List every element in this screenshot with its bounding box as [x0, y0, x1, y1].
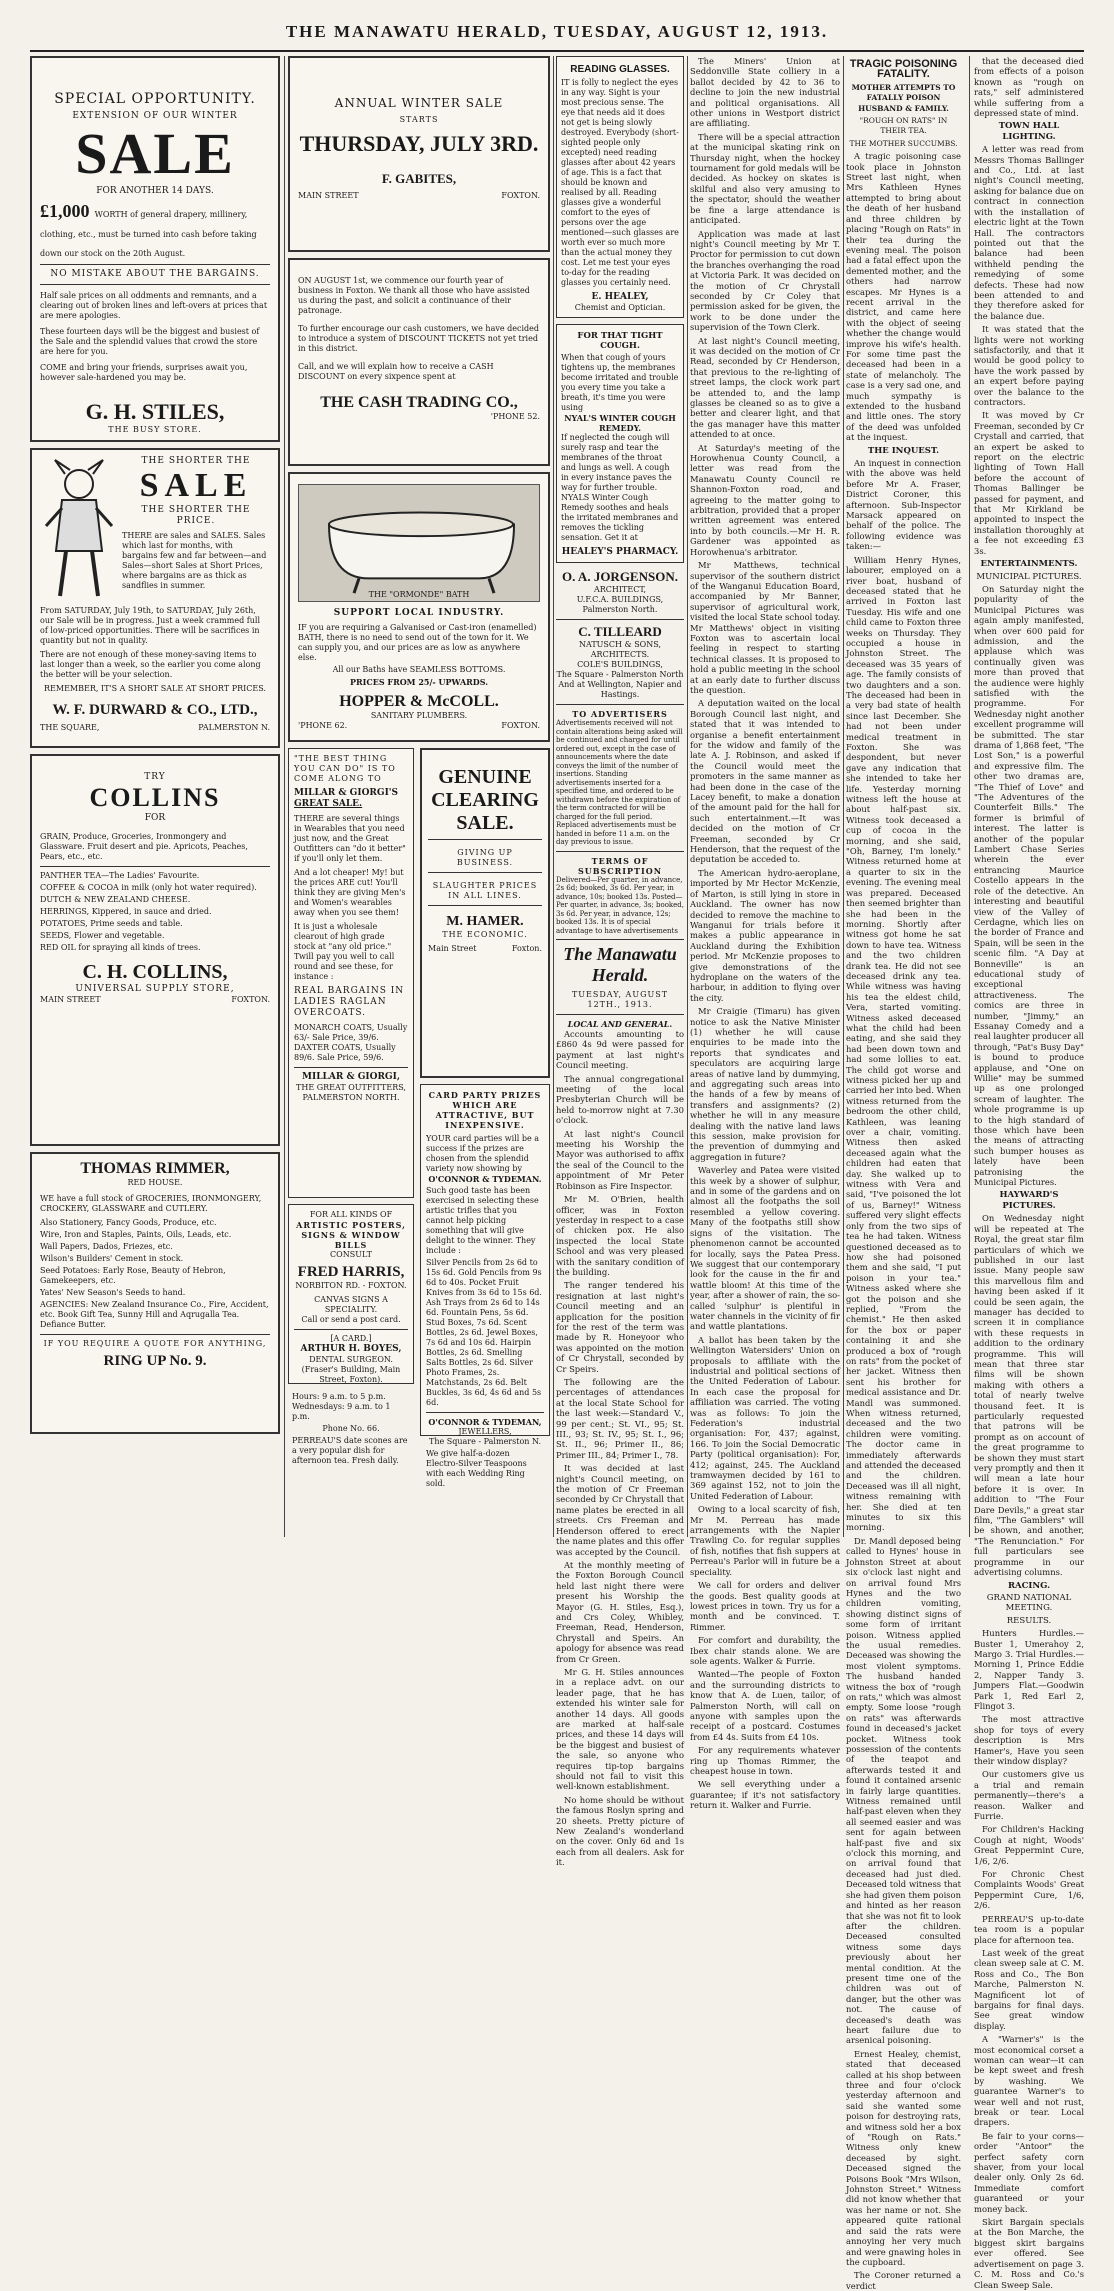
healey-ad: [556, 56, 684, 318]
cardparty-footer3: The Square - Palmerston N.: [429, 1437, 541, 1446]
news-para: The Miners' Union at Seddonville State colliery in a ballot decided by 42 to 36 to decline to join the new industrial and political organisations. All other unions in Westport district are affiliating.: [690, 56, 840, 129]
column-4: [690, 56, 840, 1811]
jorgenson-town: Palmerston North.: [582, 605, 658, 614]
inquest-para: Dr. Mandl deposed being called to Hynes' house in Johnston Street at about six o'clock last night and on arrival found Mrs Hynes and the two children vomiting, showing distinct signs of some form of irritant poison. Witness applied the usual remedies. Deceased was showing the most violent symptoms. The husband handed witness the box of "rough on rats," which was almost empty. Some loose "rough on rats" was afterwards found in deceased's jacket pocket. Witness took possession of the contents of the teapot and afterwards tested it and found it contained arsenic in fairly large quantities. Witness remained until half-past eleven when they all seemed easier and was sent for again between half-past five and six o'clock this morning, and on arrival found that deceased had just died. Deceased told witness that she had given them poison and hinted as her reason that she was not fit to look after the children. Deceased consulted witness some days previously about her mental condition. At the present time one of the children was out of danger, but the other was not. The cause of deceased's death was heart failure due to arsenical poisoning.: [846, 1535, 961, 2046]
inquest-para: An inquest in connection with the above was held before Mr A. Fraser, District Coroner, this afternoon. Sub-Inspector Marsack appeared on behalf of the police. The following evidence was taken:—: [846, 458, 961, 552]
stiles-subtitle: EXTENSION OF OUR WINTER: [72, 111, 238, 121]
harris-t1: FOR ALL KINDS OF: [309, 1210, 393, 1219]
entertainments-head: ENTERTAINMENTS.: [980, 559, 1078, 570]
nyal-ad: [556, 324, 684, 563]
durward-name: W. F. DURWARD & CO., LTD.,: [52, 702, 258, 718]
short-ad: Our customers give us a trial and remain permanently—there's a reason. Walker and Furrie.: [974, 1769, 1084, 1822]
durward-t2: THE SHORTER THE PRICE.: [141, 505, 251, 526]
gabites-ad: [288, 56, 550, 252]
millar-monarch: MONARCH COATS, Usually 63/- Sale Price, 39/6.: [294, 1023, 408, 1042]
durward-remember: REMEMBER, IT'S A SHORT SALE AT SHORT PRICES.: [44, 684, 266, 693]
stiles-sale-heading: SALE: [75, 121, 235, 186]
hopper-phone: 'PHONE 62.: [298, 721, 348, 730]
durward-ad: [30, 448, 280, 748]
harris-ad: [288, 1204, 414, 1384]
cardparty-ad: [420, 1084, 550, 1488]
perreau-note: PERREAU'S date scones are a very popular dish for afternoon tea. Fresh daily.: [292, 1436, 408, 1465]
gabites-t2: STARTS: [399, 115, 439, 124]
short-ad: For Chronic Chest Complaints Woods' Great Peppermint Cure, 1/6, 2/6.: [974, 1869, 1084, 1911]
gabites-street: MAIN STREET: [298, 191, 359, 200]
local-para: Mr G. H. Stiles announces in a replace advt. on our leader page, that he has extended his winter sale for another 14 days. All goods are marked at half-sale prices, and these 14 days will be the biggest and busiest of the sale, so anyone who requires tip-top bargains should not fail to visit this well-known establishment.: [556, 1666, 684, 1792]
rimmer-item: Wall Papers, Dados, Friezes, etc.: [40, 1242, 173, 1251]
short-ad: Be fair to your corns—order "Antoor" the perfect safety corn shaver, from your local dealer only. Only 2s 6d. Immediate comfort guaranteed or your money back.: [974, 2130, 1084, 2214]
cash-para: To further encourage our cash customers, we have decided to introduce a system of DISCOUNT TICKETS not yet tried in this district.: [298, 324, 540, 353]
column-rule: [284, 56, 285, 1537]
rimmer-intro: WE have a full stock of GROCERIES, IRONMONGERY, CROCKERY, GLASSWARE and CUTLERY.: [40, 1194, 262, 1213]
news-para: Owing to a local scarcity of fish, Mr M. Perreau has made arrangements with the Napier Trawling Co. for regular supplies of fish, notifies that fish suppers at Perreau's Parlor will in future be a speciality.: [690, 1504, 840, 1577]
durward-addr: THE SQUARE,: [40, 723, 100, 732]
short-ad: A "Warner's" is the most economical corset a woman can wear—it can be kept sweet and fresh by washing. We guarantee Warner's to wear well and not rust, break or tear. Local drapers.: [974, 2034, 1084, 2128]
collins-street: MAIN STREET: [40, 995, 101, 1004]
townhall-head: TOWN HALL LIGHTING.: [998, 121, 1060, 142]
news-para: Application was made at last night's Council meeting by Mr T. Proctor for permission to cut down the branches overhanging the road at Victoria Park. It was decided on the motion of Cr Chrystall seconded by Cr Coley that permission asked for be given, the work to be done under the supervision of the Town Clerk.: [690, 228, 840, 333]
cardparty-para: Silver Pencils from 2s 6d to 15s 6d. Gold Pencils from 9s 6d to 40s. Pocket Fruit Knives from 3s 6d to 15s 6d. Ash Trays from 2s 6d to 14s 6d. Fountain Pens, 5s 6d. Stud Boxes, 7s 6d. Scent Bottles, 2s 6d. Jewel Boxes, 7s 6d and 10s 6d. Hairpin Bottles, 2s 6d. Smelling Salts Bottles, 2s 6d. Silver Photo Frames, 2s. Matchstands, 2s 6d. Belt Buckles, 3s 6d, 4s 6d and 5s 6d.: [426, 1258, 542, 1407]
inquest-para: Ernest Healey, chemist, stated that deceased called at his shop between three and four o'clock yesterday afternoon and said she wanted some poison for destroying rats, and witness sold her a box of "Rough on Rats." Witness only knew deceased by sight. Deceased signed the Poisons Book "Mrs Wilson, Johnston Street." Witness did not know whether that was her name or not. She appeared quite rational and said the rats were annoying her very much and were gnawing holes in the cupboard.: [846, 2048, 961, 2267]
boyes-hours: Hours: 9 a.m. to 5 p.m. Wednesdays: 9 a.m. to 1 p.m.: [292, 1392, 391, 1421]
hopper-name: HOPPER & McCOLL.: [339, 693, 499, 710]
collins-store: C. H. COLLINS,: [82, 961, 228, 983]
cardparty-para: We give half-a-dozen Electro-Silver Teaspoons with each Wedding Ring sold.: [426, 1449, 527, 1488]
local-para: The annual congregational meeting of the local Presbyterian Church will be held to-morrow night at 7.30 o'clock.: [556, 1073, 684, 1126]
gabites-name: F. GABITES,: [381, 171, 457, 186]
stiles-tag: THE BUSY STORE.: [108, 425, 202, 434]
collins-try: TRY: [144, 772, 166, 782]
nyal-para: When that cough of yours tightens up, the membranes become irritated and trouble you every time you take a breath, it's time you were using: [561, 353, 679, 412]
news-para: A deputation waited on the local Borough Council last night, and stated that it was intended to organise a benefit entertainment for the widow and family of the late A. J. Robinson, and asked if the Council would meet the promoters in the same manner as had been done in the case of the Lacey benefit, to make a donation of the amount paid for the hall for such entertainment.—It was decided on the motion of Cr Freeman, seconded by Cr Henderson, that the request of the deputation be acceded to.: [690, 698, 840, 865]
durward-sale-heading: SALE: [139, 467, 253, 504]
millar-para: And a lot cheaper! My! but the prices ARE cut! You'll think they are giving Men's and Women's wearables away when you see them!: [294, 868, 406, 917]
millar-footer3: PALMERSTON NORTH.: [302, 1093, 400, 1102]
millar-name: MILLAR & GIORGI'S: [294, 788, 399, 798]
hayward-head: HAYWARD'S PICTURES.: [999, 1190, 1059, 1211]
racing-results: RESULTS.: [1006, 1615, 1052, 1626]
rimmer-item: AGENCIES: New Zealand Insurance Co., Fire, Accident, etc. Book Gift Tea, Sunny Hill and Aqrugalla Tea. Defiance Butter.: [40, 1300, 269, 1329]
healey-head: READING GLASSES.: [570, 64, 670, 75]
gabites-t1: ANNUAL WINTER SALE: [334, 96, 504, 110]
short-ad: Skirt Bargain specials at the Bon Marche, the biggest skirt bargains ever offered. See advertisement on page 3. C. M. Ross and Co.'s Clean Sweep Sale.: [974, 2217, 1084, 2290]
bath-caption: THE "ORMONDE" BATH: [368, 590, 470, 599]
boyes-phone: Phone No. 66.: [322, 1424, 380, 1433]
stiles-amount-text: WORTH of general drapery, millinery, clothing, etc., must be turned into cash before taking down our stock on the 20th August.: [40, 210, 257, 258]
townhall-para: It was moved by Cr Freeman, seconded by Cr Crystall and carried, that an expert be asked to report on the electric lighting of Town Hall before the account of Thomas Ballinger be passed for payment, and that Mr Kirkland be appointed to inspect the installation thoroughly at a fee not exceeding £3 3s.: [974, 410, 1084, 556]
news-para: For any requirements whatever ring up Thomas Rimmer, the cheapest house in town.: [690, 1745, 840, 1776]
rimmer-item: Also Stationery, Fancy Goods, Produce, etc.: [40, 1218, 217, 1227]
millar-sale: GREAT SALE.: [294, 799, 363, 809]
townhall-para: It was stated that the lights were not working satisfactorily, and that it would be good policy to have the work passed by an expert before paying over the balance to the contractors.: [974, 324, 1084, 407]
subscription-head: TERMS OF SUBSCRIPTION: [577, 855, 663, 876]
news-para: Mr Craigie (Timaru) has given notice to ask the Native Minister (1) whether he will cause enquiries to be made into the reports that syndicates and speculators are acquiring large areas of native land by dummying, and aggregating such areas into the hands of a few by means of transfers and assignments? (2) whether he will in any measure dealing with the native land laws this session, make provision for the prevention of dummying and aggregation in future?: [690, 1006, 840, 1162]
collins-item: SEEDS, Flower and vegetable.: [40, 931, 165, 940]
local-para: No home should be without the famous Roslyn spring and 20 sheets. Pretty picture of New Zealand's wonderland on the cover. Only 6d and 1s each from all dealers. Ask for it.: [556, 1794, 684, 1868]
hamer-slaughter: SLAUGHTER PRICES IN ALL LINES.: [432, 881, 538, 900]
news-para: We sell everything under a guarantee; if it's not satisfactory return it. Walker and Furrie.: [690, 1779, 840, 1811]
stiles-ad: [30, 56, 280, 442]
local-para: At the monthly meeting of the Foxton Borough Council held last night there were present his Worship the Mayor (G. H. Stiles, Esq.), and Crs Coley, Whibley, Freeman, Read, Henderson, Chrystall and Speirs. An apology for absence was read from Cr Green.: [556, 1559, 684, 1664]
tilleard-addr: The Square - Palmerston North: [556, 670, 684, 679]
poison-sub3: THE MOTHER SUCCUMBS.: [849, 138, 958, 148]
column-rule: [553, 56, 554, 1537]
tilleard-sub: NATUSCH & SONS,: [579, 640, 661, 649]
hamer-t1: GENUINE: [438, 766, 532, 788]
nyal-name: NYAL'S WINTER COUGH REMEDY.: [564, 413, 676, 433]
poison-sub2: "ROUGH ON RATS" IN THEIR TEA.: [859, 116, 948, 136]
cardparty-para: YOUR card parties will be a success if the prizes are chosen from the splendid variety now showing by: [426, 1134, 539, 1173]
nyal-para: If neglected the cough will surely rasp and tear the membranes of the throat and lungs as well. A cough in every instance paves the way for further trouble. NYALS Winter Cough Remedy soothes and heals the irritated membranes and removes the tickling sensation. Get it at: [561, 433, 679, 542]
cash-trading-ad: [288, 258, 550, 466]
local-head: LOCAL AND GENERAL.: [567, 1019, 673, 1029]
hopper-ad: [288, 472, 550, 742]
stiles-amount: £1,000: [40, 201, 90, 221]
collins-ad: [30, 754, 280, 1146]
collins-item: POTATOES, Prime seeds and table.: [40, 919, 183, 928]
cash-para: ON AUGUST 1st, we commence our fourth year of business in Foxton. We thank all those who have assisted us during the past, and solicit a continuance of their patronage.: [298, 276, 530, 315]
harris-t2: ARTISTIC POSTERS, SIGNS & WINDOW BILLS: [296, 1220, 406, 1250]
collins-item: DUTCH & NEW ZEALAND CHEESE.: [40, 895, 191, 904]
millar-footer: MILLAR & GIORGI,: [302, 1072, 400, 1082]
column-5: [846, 56, 1084, 2291]
cardparty-footer2: JEWELLERS,: [458, 1427, 512, 1436]
column-rule: [843, 56, 844, 1537]
collins-intro: GRAIN, Produce, Groceries, Ironmongery and Glassware. Fruit desert and pie. Apricots, Peaches, Pears, etc., etc.: [40, 832, 248, 861]
collins-town: FOXTON.: [231, 995, 270, 1004]
healey-sub: Chemist and Optician.: [574, 303, 666, 312]
boyes-title: DENTAL SURGEON.: [309, 1355, 393, 1364]
column-3: [556, 56, 685, 1868]
boyes-card: [A CARD.]: [330, 1334, 372, 1343]
collins-for: FOR: [144, 813, 166, 823]
durward-para: THERE are sales and SALES. Sales which last for months, with bargains few and far between—and Sales—short Sales at Short Prices, where bargains are as thick as sandflies in summer.: [122, 531, 267, 590]
inquest-para: William Henry Hynes, labourer, employed on a river boat, husband of deceased stated that he arrived in Foxton last Tuesday. His wife and one child came to Foxton three weeks on Thursday. They occupied a house in Johnston Street. The deceased was 35 years of age. The family consists of two daughters and a son. The deceased had been in a very bad state of health since last December. She had not been under medical treatment in Foxton. She was despondent, but never gave any indication that she intended to take her life. Yesterday morning witness left the house at about half-past six. Witness took deceased a cup of cocoa in the morning, and she said, "Oh, Barney, I'm lonely." Witness returned home at a quarter to six in the evening. The evening meal was prepared. Deceased then seemed brighter than she had been in the morning. Shortly after witness got home he sat down to have tea. Witness and the two children drank tea. He did not see deceased drink any tea. While witness was having his tea the eldest child, Vera, started vomiting. Witness asked deceased what the child had been eating, and she said they had been down town and had some lollies to eat. The child got worse and witness picked her up and carried her into bed. When witness returned from the bedroom the other child, Kathleen, was leaning over a chair, vomiting. Witness then asked deceased again what the children had eaten that day. She walked up to witness with Vera and said, "I've poisoned the lot of us, Barney!" Witness suffered very slight effects only from the two sips of tea he had taken. Witness questioned deceased as to how she had poisoned them and she said, "I put poison in your tea." Witness asked where she got the poison and she replied, "From the chemist." He then asked for the box or paper containing it and she produced a box of "rough on rats" from the pocket of her jacket. Witness then sent his brother for medical assistance and Dr. Mandl was summoned. When witness returned, deceased and the two children were vomiting. The doctor came in immediately afterwards and attended the deceased and the children. Deceased was ill all night, witness remaining with her. She died at ten minutes to six this morning.: [846, 554, 961, 1533]
millar-footer2: THE GREAT OUTFITTERS,: [296, 1083, 406, 1092]
stiles-para: COME and bring your friends, surprises await you, however sale-hardened you may be.: [40, 363, 248, 382]
stiles-for: FOR ANOTHER 14 DAYS.: [96, 186, 214, 196]
masthead: THE MANAWATU HERALD, TUESDAY, AUGUST 12, 1913.: [285, 22, 829, 41]
collins-heading: COLLINS: [89, 783, 221, 812]
hopper-prices: PRICES FROM 25/- UPWARDS.: [349, 677, 489, 687]
harris-sign: CANVAS SIGNS A SPECIALITY.: [314, 1295, 388, 1314]
hamer-sub: THE ECONOMIC.: [442, 930, 528, 939]
rimmer-name: THOMAS RIMMER,: [80, 1160, 230, 1177]
municipal-para: On Saturday night the popularity of the Municipal Pictures was again amply manifested, when over 600 paid for admission, and the applause which was continually given was more than proved that the audience were highly satisfied with the programme. For Wednesday night another excellent programme will be submitted. The star drama of 1,868 feet, "The Lost Son," is a powerful and expressive film. The other two dramas are, "The Thief of Love" and "The Adventures of the Counterfeit Bills." The former is brimful of interest. The latter is another of the popular Lambert Chase Series wherein the ever entrancing Maurice Costello appears in the role of the detective. An interesting and beautiful view of the Valley of Cerdagne, which lies on the border of France and Spain, will be seen in the scenic film. "A Day at Bonneville" is an educational study of exceptional attractiveness. The comics are three in number, "Jimmy," an Essanay Comedy and a real laughter producer all through, "Pat's Busy Day" is bound to produce applause, and "One on Willie" may be summed up as one prolonged scream of laughter. The whole programme is up to the high standard of those which have been the means of attracting such bumper houses as lately have been patronising the Municipal Pictures.: [974, 583, 1084, 1188]
inquest-para: The Coroner returned a verdict: [846, 2270, 961, 2291]
short-ad: Last week of the great clean sweep sale at C. M. Ross and Co., The Bon Marche, Palmerston N. Magnificent lot of bargains for final days. See great window display.: [974, 1947, 1084, 2031]
rimmer-item: Wilson's Builders' Cement in stock.: [40, 1254, 184, 1263]
collins-item: PANTHER TEA—The Ladies' Favourite.: [40, 871, 200, 880]
racing-para: Hunters Hurdles.—Buster 1, Umerahoy 2, Margo 3. Trial Hurdles.—Morning 1, Prince Eddie 2, Napper Tandy 3. Jumpers Flat.—Goodwin Park 1, Red Earl 2, Flingot 3.: [974, 1628, 1084, 1711]
bath-illustration: [298, 484, 540, 602]
hamer-t2: CLEARING: [431, 789, 539, 811]
harris-call: Call or send a post card.: [301, 1315, 401, 1324]
short-ad: For Children's Hacking Cough at night, Woods' Great Peppermint Cure, 1/6, 2/6.: [974, 1824, 1084, 1866]
stiles-para: Half sale prices on all oddments and remnants, and a clearing out of broken lines and left-overs at prices that are mere apologies.: [40, 291, 268, 320]
poison-head: TRAGIC POISONING FATALITY.: [849, 58, 958, 81]
news-para: For comfort and durability, the Ibex chair stands alone. We are sole agents. Walker & Furrie.: [690, 1635, 840, 1666]
tilleard-title: ARCHITECTS.: [590, 650, 650, 659]
boyes-addr: (Fraser's Building, Main Street, Foxton).: [301, 1365, 401, 1384]
millar-bargains: REAL BARGAINS IN LADIES RAGLAN OVERCOATS.: [294, 986, 405, 1018]
collins-item: HERRINGS, Kippered, in sauce and dried.: [40, 907, 212, 916]
subscription-text: Delivered—Per quarter, in advance, 2s 6d; booked, 3s 6d. Per year, in advance, 10s; booked 13s. Posted—Per quarter, in advance, 3s; booked, 3s 6d. Per year, in advance, 12s; booked 13s. It is of special advantage to have advertisements: [556, 875, 685, 935]
cardparty-para: Such good taste has been exercised in selecting these artistic trifles that you cannot help picking something that will give delight to the winner. They include :: [426, 1186, 539, 1255]
news-para: Mr Matthews, technical supervisor of the southern district of the Wanganui Education Board, accompanied by Mr Banner, supervisor of agricultural work, visited the local State school today. Mr Matthews' object in visiting Foxton was to ascertain local feeling in respect to starting technical classes. It is proposed to hold a public meeting in the school at an early date to further discuss the question.: [690, 560, 840, 695]
cash-phone: 'PHONE 52.: [490, 412, 540, 421]
local-para: At last night's Council meeting his Worship the Mayor was authorised to affix the seal of the Council to the appointment of Mr Peter Robinson as Fire Inspector.: [556, 1128, 684, 1191]
rimmer-ring: RING UP No. 9.: [103, 1353, 207, 1369]
rimmer-item: Yates' New Season's Seeds to hand.: [40, 1288, 186, 1297]
stiles-mistake: NO MISTAKE ABOUT THE BARGAINS.: [50, 269, 260, 279]
jorgenson-title: ARCHITECT,: [593, 585, 647, 594]
news-para: Wanted—The people of Foxton and the surrounding districts to know that A. de Luen, tailor, of Palmerston North, will call on anyone with samples upon the receipt of a postcard. Costumes from £4 4s. Suits from £4 10s.: [690, 1669, 840, 1742]
collins-item: COFFEE & COCOA in milk (only hot water required).: [40, 883, 257, 892]
hamer-street: Main Street: [428, 944, 477, 953]
boyes-name: ARTHUR H. BOYES,: [300, 1344, 402, 1354]
rimmer-item: Wire, Iron and Staples, Paints, Oils, Leads, etc.: [40, 1230, 232, 1239]
hamer-t3: SALE.: [456, 812, 514, 834]
news-para: A ballot has been taken by the Wellington Watersiders' Union on proposals to affiliate with the industrial and political sections of the United Federation of Labour. In each case the proposal for affiliation was carried. The voting was as follows: To join the Federation's industrial organisation: For, 437; against, 166. To join the Social Democratic Party (political organisation): For, 412; against, 245. The Auckland tramwaymen decided by 161 to 369 against 152, not to join the United Federation of Labour.: [690, 1334, 840, 1501]
healey-name: E. HEALEY,: [591, 292, 649, 302]
paper-title: The Manawatu Herald.: [563, 944, 677, 985]
healey-para: IT is folly to neglect the eyes in any way. Sight is your most precious sense. The eye that needs aid it does not get is being slowly destroyed. Everybody (short-sighted people only excepted) need reading glasses after about 42 years of age. This is a fact that should be known and realised by all. Reading glasses give a wonderful comfort to the eyes of persons over the age mentioned—such glasses are worth ever so much more than the actual money they cost. Let me test your eyes to-day for the reading glasses you certainly need.: [561, 78, 679, 287]
harris-t3: CONSULT: [330, 1250, 372, 1259]
tilleard-also: And at Wellington, Napier and Hastings.: [558, 680, 682, 699]
harris-name: FRED HARRIS,: [297, 1264, 405, 1280]
stiles-name: G. H. STILES,: [85, 399, 225, 424]
durward-para: There are not enough of these money-saving items to last longer than a week, so the earlier you come along the better will be your selection.: [40, 650, 261, 679]
harris-addr: NORBITON RD. - FOXTON.: [295, 1281, 407, 1290]
advertisers-text: Advertisements received will not contain alterations being asked will be continued and charged for until ordered out, except in the case of announcements where the date conveys the limit of the number of insertions. Standing advertisements inserted for a specified time, and ordered to be withdrawn before the expiration of the term contracted for will be charged for the full period. Replaced advertisements must be handed in before 11 a.m. on the day previous to issue.: [556, 719, 683, 846]
rimmer-house: RED HOUSE.: [127, 1178, 183, 1187]
racing-head: RACING.: [1007, 1580, 1051, 1591]
news-para: At Saturday's meeting of the Horowhenua County Council, a letter was read from the Manawatu County Council re Shannon-Foxton road, and agreeing to the matter going to arbitration, provided that a proper written agreement was entered into by both councils.—Mr H. R. Gardener was appointed as Horowhenua's arbitrator.: [690, 442, 840, 557]
jester-illustration: [40, 456, 118, 606]
local-para: It was decided at last night's Council meeting, on the motion of Cr Freeman seconded by Cr Chrystall that name plates be erected in all streets. Crs Freeman and Henderson offered to erect the name plates and this offer was accepted by the Council.: [556, 1463, 684, 1557]
healey-pharmacy: HEALEY'S PHARMACY.: [561, 547, 679, 557]
racing-meeting: GRAND NATIONAL MEETING.: [986, 1592, 1072, 1614]
news-para: Waverley and Patea were visited this week by a shower of sulphur, and in some of the gardens and on almost all the footpaths the soil resembled a yellow covering. Many of the footpaths still show signs of the visitation. The phenomenon cannot be accounted for locally, says the Patea Press. We suggest that our contemporary look for the cause in the fir and wattle bloom! At this time of the year, after a shower of rain, the so-called 'sulphur' is plentiful in water channels in the vicinity of fir and wattle plantations.: [690, 1165, 840, 1332]
cash-name: THE CASH TRADING CO.,: [320, 394, 518, 411]
hamer-giving: GIVING UP BUSINESS.: [456, 848, 514, 867]
masthead-rule: [30, 50, 1084, 52]
news-para: At last night's Council meeting, it was decided on the motion of Cr Read, seconded by Cr Henderson, that previous to the re-lighting of street lamps, the clock work part be attended to, and the lamp glasses be cleaned so as to give a better and clearer light, and that the gas manager have this matter attended to at once.: [690, 335, 840, 440]
durward-t1: THE SHORTER THE: [141, 456, 251, 466]
millar-q: "THE BEST THING YOU CAN DO" IS TO COME ALONG TO: [294, 754, 396, 783]
durward-town: PALMERSTON N.: [198, 723, 270, 732]
jorgenson-sub: U.F.C.A. BUILDINGS,: [576, 595, 664, 604]
millar-para: THERE are several things in Wearables that you need just now, and the Great Outfitters can "do it better" if you'll only let them.: [294, 814, 406, 863]
news-para: There will be a special attraction at the municipal skating rink on Thursday night, when the hockey tournament for gold medals will be decided. As hockey on skates is skilful and also very amusing to the spectator, should the weather be fine a large attendance is anticipated.: [690, 131, 840, 226]
hopper-t1: SUPPORT LOCAL INDUSTRY.: [333, 608, 505, 618]
column-rule: [687, 56, 688, 1537]
poison-sub1: MOTHER ATTEMPTS TO FATALLY POISON HUSBAND & FAMILY.: [851, 82, 956, 113]
local-news: [556, 1029, 684, 1868]
durward-para: From SATURDAY, July 19th, to SATURDAY, July 26th, our Sale will be in progress. Just a week crammed full of low-priced opportunities. There will be sacrifices in quantity but not in quality.: [40, 606, 260, 645]
cardparty-name: O'CONNOR & TYDEMAN.: [428, 1174, 542, 1184]
news-para: The American hydro-aeroplane, imported by Mr Hector McKenzie, of Marton, is still lying in store in Auckland. The owner has now decided to remove the machine to Wanganui for trials before it makes a public appearance in Auckland during the Exhibition period. Mr McKenzie proposes to give demonstrations of the hydroplane on the waters of the harbour, in addition to flying over the city.: [690, 867, 840, 1003]
hopper-town: FOXTON.: [501, 721, 540, 730]
local-para: Mr M. O'Brien, health officer, was in Foxton yesterday in respect to a case of chicken pox. He also inspected the local State School and was very pleased with the sanitary condition of the building.: [556, 1194, 684, 1277]
cardparty-title: CARD PARTY PRIZES WHICH ARE ATTRACTIVE, BUT INEXPENSIVE.: [428, 1090, 542, 1130]
verdict-para: that the deceased died from effects of a poison known as "rough on rats," self administered while suffering from a depressed state of mind.: [974, 56, 1084, 119]
rimmer-item: Seed Potatoes: Early Rose, Beauty of Hebron, Gamekeepers, etc.: [40, 1266, 226, 1285]
cash-para: Call, and we will explain how to receive a CASH DISCOUNT on every sixpence spent at: [298, 362, 494, 381]
rimmer-quote: IF YOU REQUIRE A QUOTE FOR ANYTHING,: [43, 1339, 267, 1348]
hopper-para: IF you are requiring a Galvanised or Cast-iron (enamelled) BATH, there is no need to send out of the town for it. We can supply you, and our prices are as low as anywhere else.: [298, 623, 537, 662]
jorgenson-name: O. A. JORGENSON.: [562, 569, 678, 584]
townhall-para: A letter was read from Messrs Thomas Ballinger and Co., Ltd. at last night's Council meeting, asking for balance due on contract in connection with the installation of electric light at the Town Hall. The contractors pointed out that the balance had been withheld pending the remedying of some defects. These had now been attended to and they therefore asked for the balance due.: [974, 144, 1084, 321]
millar-daxter: DAXTER COATS, Usually 89/6. Sale Price, 59/6.: [294, 1043, 396, 1062]
tilleard-name: C. TILLEARD: [578, 624, 662, 639]
local-para: Accounts amounting to £860 4s 9d were passed for payment at last night's Council meeting.: [556, 1029, 684, 1071]
collins-sub: UNIVERSAL SUPPLY STORE,: [75, 984, 235, 994]
nyal-head: FOR THAT TIGHT COUGH.: [577, 331, 663, 351]
inquest-head: THE INQUEST.: [867, 445, 940, 456]
stiles-title: SPECIAL OPPORTUNITY.: [54, 91, 256, 107]
collins-item: RED OIL for spraying all kinds of trees.: [40, 943, 201, 952]
millar-ad: [288, 748, 414, 1198]
local-para: The ranger tendered his resignation at last night's Council meeting and an application for the position for the rest of the term was made by R. Honeyoor who was appointed on the motion of Cr Chrystall, seconded by Cr Speirs.: [556, 1280, 684, 1374]
local-para: The following are the percentages of attendances at the local State School for the last week:—Standard V., 99 per cent.; St. VI., 95; St. III., 93; St. IV., 95; St. I., 96; St. II., 96; Primer II., 86; Primer III., 84; Primer I., 78.: [556, 1377, 684, 1460]
cardparty-footer: O'CONNOR & TYDEMAN,: [428, 1417, 542, 1427]
tilleard-bldg: COLE'S BUILDINGS,: [577, 660, 663, 669]
gabites-town: FOXTON.: [501, 191, 540, 200]
column-1: [30, 56, 280, 1537]
gabites-date: THURSDAY, JULY 3RD.: [299, 131, 539, 156]
millar-para: It is just a wholesale clearout of high grade stock at "any old price." Twill pay you well to call round and see these, for instance :: [294, 922, 395, 981]
hayward-para: On Wednesday night will be repeated at The Royal, the great star film particulars of which we published in our last issue. Many people saw this marvellous film and having been asked if it could be seen again, the manager has decided to screen it in compliance with these requests in addition to the ordinary programme. This will mean that three star films will be shown making with others a total of nearly twelve thousand feet. It is particularly requested that patrons will be prompt as on account of the great programme to be shown they must start very promptly and then it will mean a late hour before it is over. In addition to "The Four Dare Devils," a great star film, "The Gamblers" will be shown, and another, "The Renunciation." For full particulars see programme in our advertising columns.: [974, 1213, 1084, 1578]
stiles-para: These fourteen days will be the biggest and busiest of the Sale and the splendid values that crowd the store are here for you.: [40, 327, 260, 356]
municipal-head: MUNICIPAL PICTURES.: [976, 571, 1082, 582]
hopper-para: All our Baths have SEAMLESS BOTTOMS.: [332, 665, 506, 674]
poison-para: A tragic poisoning case took place in Johnston Street last night, when Mrs Kathleen Hynes attempted to bring about the death of her husband and three children by placing "Rough on Rats" in their tea during the evening meal. The poison had a fatal effect upon the demented mother, and the others had narrow escapes. Mr Hynes is a recent arrival in the district, and came here with the object of seeing whether the change would improve his wife's health. For some time past the deceased had been in a state of melancholy. The case is a very sad one, and much sympathy is extended to the husband and little ones. The story of the deed was unfolded at the inquest.: [846, 151, 961, 443]
short-ad: The most attractive shop for toys of every description is Mrs Hamer's, Have you seen their window display?: [974, 1714, 1084, 1766]
short-ad: PERREAU'S up-to-date tea room is a popular place for afternoon tea.: [974, 1913, 1084, 1945]
hamer-name: M. HAMER.: [446, 914, 524, 929]
news-para: We call for orders and deliver the goods. Best quality goods at lowest prices in town. Try us for a month and be convinced. T. Rimmer.: [690, 1580, 840, 1632]
paper-date: TUESDAY, AUGUST 12TH., 1913.: [571, 990, 669, 1009]
rimmer-ad: [30, 1152, 280, 1434]
hamer-town: Foxton.: [511, 944, 542, 953]
hamer-ad: [420, 748, 550, 1078]
hopper-sub: SANITARY PLUMBERS.: [370, 711, 468, 720]
advertisers-head: TO ADVERTISERS: [572, 709, 668, 719]
column-2: [288, 56, 550, 1537]
